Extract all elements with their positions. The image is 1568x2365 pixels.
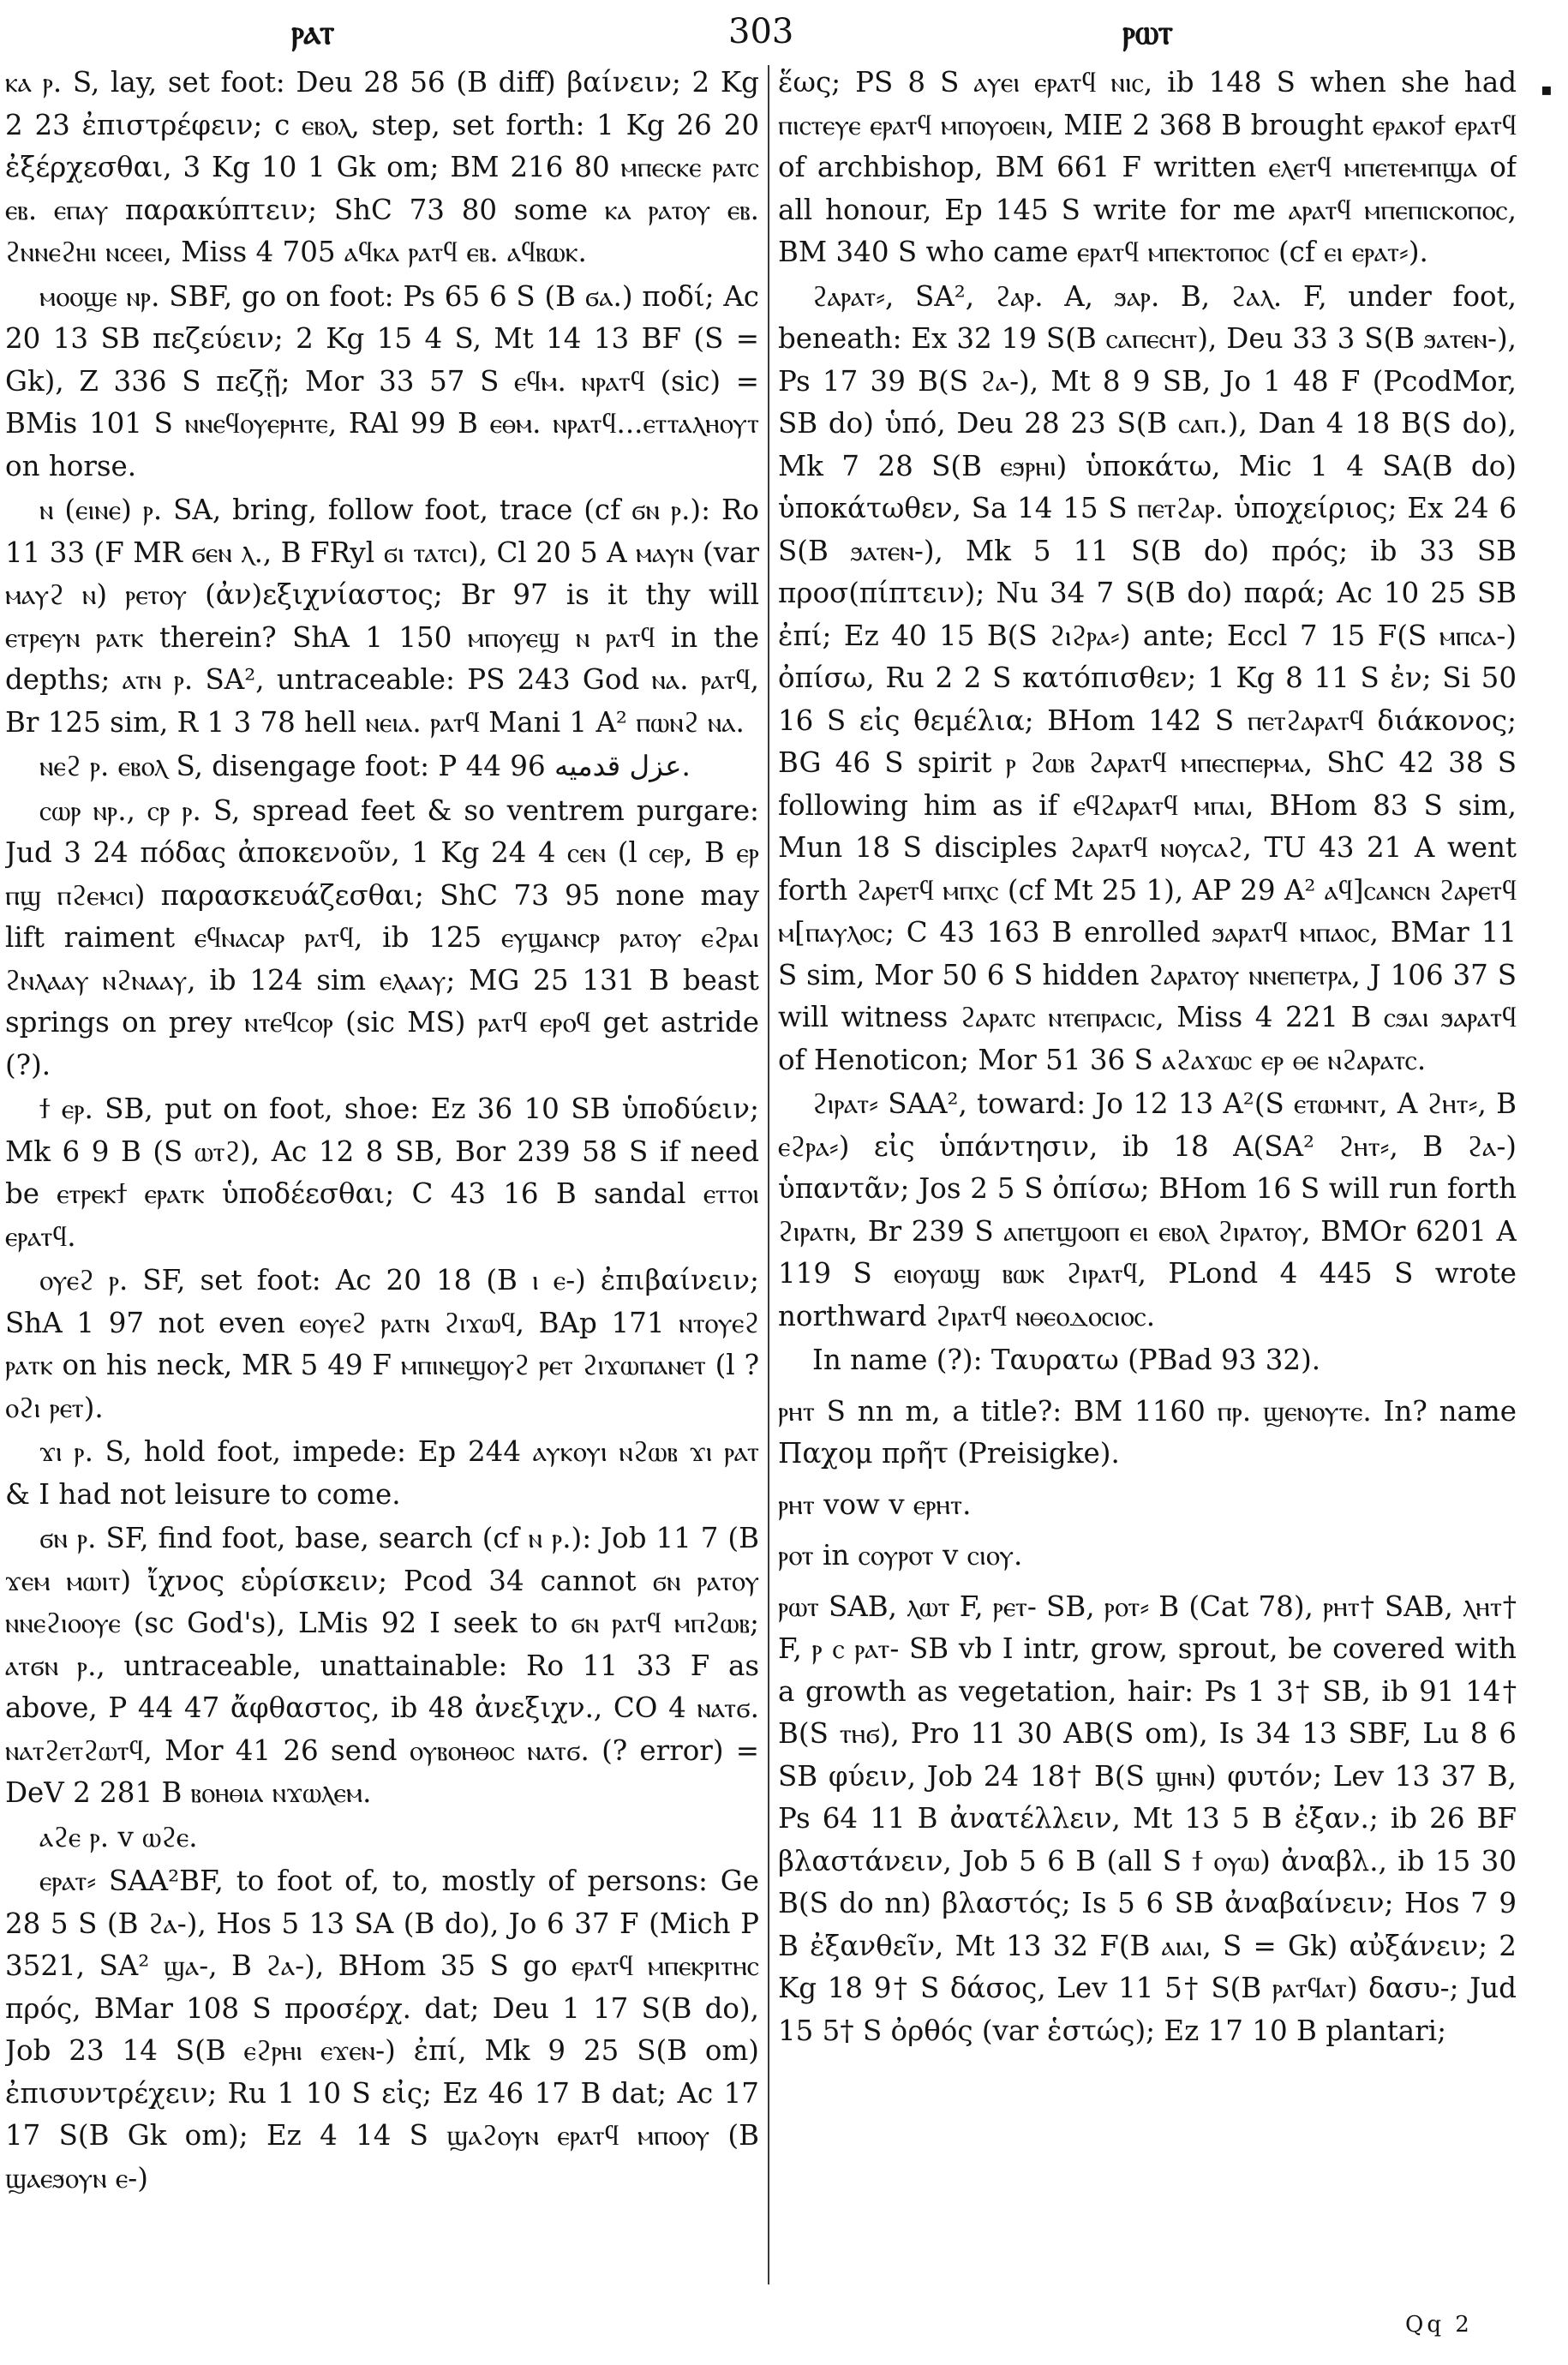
entry-paragraph: ⲛ (ⲉⲓⲛⲉ) ⲣ. SA, bring, follow foot, trace (cf ϭⲛ ⲣ.): Ro 11 33 (F MR ϭⲉⲛ ⲗ., B FRyl ϭⲓ ⲧⲁⲧⲥⲓ), Cl 20 5 A ⲙⲁⲩⲛ (var ⲙⲁⲩϩ ⲛ) ⲣⲉⲧⲟⲩ (ἀν)εξιχνίαστος; Br 97 is it thy will ⲉⲧⲣⲉⲩⲛ ⲣⲁⲧⲕ therein? ShA 1 150 ⲙⲡⲟⲩⲉϣ ⲛ ⲣⲁⲧϥ in the depths; ⲁⲧⲛ ⲣ. SA², untraceable: PS 243 God ⲛⲁ. ⲣⲁⲧϥ, Br 125 sim, R 1 3 78 hell ⲛⲉⲓⲁ. ⲣⲁⲧϥ Mani 1 A² ⲡⲱⲛϩ ⲛⲁ. <box>5 494 759 739</box>
headword-entry: ⲣⲏⲧ vow v ⲉⲣⲏⲧ. <box>778 1488 972 1521</box>
entry-paragraph: ἕως; PS 8 S ⲁⲩⲉⲓ ⲉⲣⲁⲧϥ ⲛⲓⲥ, ib 148 S when she had ⲡⲓⲥⲧⲉⲩⲉ ⲉⲣⲁⲧϥ ⲙⲡⲟⲩⲟⲉⲓⲛ, MIE 2 368 B brought ⲉⲣⲁⲕⲟϯ ⲉⲣⲁⲧϥ of archbishop, BM 661 F written ⲉⲗⲉⲧϥ ⲙⲡⲉⲧⲉⲙⲡϣⲁ of all honour, Ep 145 S write for me ⲁⲣⲁⲧϥ ⲙⲡⲉⲡⲓⲥⲕⲟⲡⲟⲥ, BM 340 S who came ⲉⲣⲁⲧϥ ⲙⲡⲉⲕⲧⲟⲡⲟⲥ (cf ⲉⲓ ⲉⲣⲁⲧ⸗). <box>778 66 1517 268</box>
headword-entry: ⲣⲱⲧ SAB, ⲗⲱⲧ F, ⲣⲉⲧ- SB, ⲣⲟⲧ⸗ B (Cat 78), ⲣⲏⲧ† SAB, ⲗⲏⲧ† F, ⲣ ⲥ ⲣⲁⲧ- SB vb I intr, grow, sprout, be covered with a growth as vegetation, hair: Ps 1 3† SB, ib 91 14† B(S ⲧⲏϭ), Pro 11 30 AB(S om), Is 34 13 SBF, Lu 8 6 SB φύειν, Job 24 18† B(S ϣⲏⲛ) φυτόν; Lev 13 37 B, Ps 64 11 B ἀνατέλλειν, Mt 13 5 B ἐξαν.; ib 26 BF βλαστάνειν, Job 5 6 B (all S ϯ ⲟⲩⲱ) ἀναβλ., ib 15 30 B(S do nn) βλαστός; Is 5 6 SB ἀναβαίνειν; Hos 7 9 B ἐξανθεῖν, Mt 13 32 F(B ⲁⲓⲁⲓ, S = Gk) αὐξάνειν; 2 Kg 18 9† S δάσος, Lev 11 5† S(B ⲣⲁⲧϥⲁⲧ) δασυ-; Jud 15 5† S ὀρθός (var ἑστώς); Ez 17 10 B plantari; <box>778 1590 1517 2047</box>
entry-paragraph: ⲙⲟⲟϣⲉ ⲛⲣ. SBF, go on foot: Ps 65 6 S (B ϭⲁ.) ποδί; Ac 20 13 SB πεζεύειν; 2 Kg 15 4 S, Mt 14 13 BF (S = Gk), Z 336 S πεζῇ; Mor 33 57 S ⲉϥⲙ. ⲛⲣⲁⲧϥ (sic) = BMis 101 S ⲛⲛⲉϥⲟⲩⲉⲣⲏⲧⲉ, RAl 99 B ⲉⲑⲙ. ⲛⲣⲁⲧϥ...ⲉⲧⲧⲁⲗⲏⲟⲩⲧ on horse. <box>5 279 759 482</box>
entry-paragraph: ϯ ⲉⲣ. SB, put on foot, shoe: Ez 36 10 SB ὑποδύειν; Mk 6 9 B (S ⲱⲧϩ), Ac 12 8 SB, Bor 239 58 S if need be ⲉⲧⲣⲉⲕϯ ⲉⲣⲁⲧⲕ ὑποδέεσθαι; C 43 16 B sandal ⲉⲧⲧⲟⲓ ⲉⲣⲁⲧϥ. <box>5 1093 759 1253</box>
column-divider <box>768 65 769 2284</box>
headword-entry: ⲣⲏⲧ S nn m, a title?: BM 1160 ⲡⲣ. ϣⲉⲛⲟⲩⲧⲉ. In? name Παχομ πρῆτ (Preisigke). <box>778 1394 1517 1470</box>
entry-paragraph: ϫⲓ ⲣ. S, hold foot, impede: Ep 244 ⲁⲩⲕⲟⲩⲓ ⲛϩⲱⲃ ϫⲓ ⲣⲁⲧ & I had not leisure to come. <box>5 1435 759 1511</box>
entry-paragraph: ϩⲓⲣⲁⲧ⸗ SAA², toward: Jo 12 13 A²(S ⲉⲧⲱⲙⲛⲧ, A ϩⲏⲧ⸗, B ⲉϩⲣⲁ⸗) εἰς ὑπάντησιν, ib 18 A(SA² ϩⲏⲧ⸗, B ϩⲁ-) ὑπαντᾶν; Jos 2 5 S ὀπίσω; BHom 16 S will run forth ϩⲓⲣⲁⲧⲛ, Br 239 S ⲁⲡⲉⲧϣⲟⲟⲡ ⲉⲓ ⲉⲃⲟⲗ ϩⲓⲣⲁⲧⲟⲩ, BMOr 6201 A 119 S ⲉⲓⲟⲩⲱϣ ⲃⲱⲕ ϩⲓⲣⲁⲧϥ, PLond 4 445 S wrote northward ϩⲓⲣⲁⲧϥ ⲛⲑⲉⲟⲇⲟⲥⲓⲟⲥ. <box>778 1087 1517 1332</box>
entry-paragraph: ⲛⲉϩ ⲣ. ⲉⲃⲟⲗ S, disengage foot: P 44 96 عزل قدميه. <box>39 750 691 782</box>
headword-entry: ⲣⲟⲧ in ⲥⲟⲩⲣⲟⲧ v ⲥⲓⲟⲩ. <box>778 1539 1023 1572</box>
entry-paragraph: In name (?): Ταυρατω (PBad 93 32). <box>812 1344 1321 1376</box>
entry-paragraph: ⲥⲱⲣ ⲛⲣ., ⲥⲣ ⲣ. S, spread feet & so ventrem purgare: Jud 3 24 πόδας ἀποκενοῦν, 1 Kg 24 4 ⲥⲉⲛ (l ⲥⲉⲣ, B ⲉⲣ ⲡϣ ⲡϩⲉⲙⲥⲓ) παρασκευάζεσθαι; ShC 73 95 none may lift raiment ⲉϥⲛⲁⲥⲁⲣ ⲣⲁⲧϥ, ib 125 ⲉⲩϣⲁⲛⲥⲣ ⲣⲁⲧⲟⲩ ⲉϩⲣⲁⲓ ϩⲛⲗⲁⲁⲩ ⲛϩⲛⲁⲁⲩ, ib 124 sim ⲉⲗⲁⲁⲩ; MG 25 131 B beast springs on prey ⲛⲧⲉϥⲥⲟⲣ (sic MS) ⲣⲁⲧϥ ⲉⲣⲟϥ get astride (?). <box>5 793 759 1081</box>
page-header <box>26 12 1542 55</box>
left-column <box>5 62 759 2290</box>
right-column <box>778 62 1517 2290</box>
entry-paragraph: ⲕⲁ ⲣ. S, lay, set foot: Deu 28 56 (B diff) βαίνειν; 2 Kg 2 23 ἐπιστρέφειν; c ⲉⲃⲟⲗ, step, set forth: 1 Kg 26 20 ἐξέρχεσθαι, 3 Kg 10 1 Gk om; BM 216 80 ⲙⲡⲉⲥⲕⲉ ⲣⲁⲧⲥ ⲉⲃ. ⲉⲡⲁⲩ παρακύπτειν; ShC 73 80 some ⲕⲁ ⲣⲁⲧⲟⲩ ⲉⲃ. ϩⲛⲛⲉϩⲏⲓ ⲛⲥⲉⲉⲓ, Miss 4 705 ⲁϥⲕⲁ ⲣⲁⲧϥ ⲉⲃ. ⲁϥⲃⲱⲕ. <box>5 66 759 268</box>
entry-paragraph: ϭⲛ ⲣ. SF, find foot, base, search (cf ⲛ ⲣ.): Job 11 7 (B ϫⲉⲙ ⲙⲱⲓⲧ) ἴχνος εὑρίσκειν; Pcod 34 cannot ϭⲛ ⲣⲁⲧⲟⲩ ⲛⲛⲉϩⲓⲟⲟⲩⲉ (sc God's), LMis 92 I seek to ϭⲛ ⲣⲁⲧϥ ⲙⲡϩⲱⲃ; ⲁⲧϭⲛ ⲣ., untraceable, unattainable: Ro 11 33 F as above, P 44 47 ἄφθαστος, ib 48 ἀνεξιχν., CO 4 ⲛⲁⲧϭ. ⲛⲁⲧϩⲉⲧϩⲱⲧϥ, Mor 41 26 send ⲟⲩⲃⲟⲏⲑⲟⲥ ⲛⲁⲧϭ. (? error) = DeV 2 281 B ⲃⲟⲏⲑⲓⲁ ⲛϫⲱⲗⲉⲙ. <box>5 1522 759 1809</box>
page-number: 303 <box>728 12 794 51</box>
entry-paragraph: ⲁϩⲉ ⲣ. v ⲱϩⲉ. <box>39 1820 198 1853</box>
signature-mark: Qq 2 <box>1405 2312 1473 2338</box>
entry-paragraph: ⲉⲣⲁⲧ⸗ SAA²BF, to foot of, to, mostly of persons: Ge 28 5 S (B ϩⲁ-), Hos 5 13 SA (B do), Jo 6 37 F (Mich P 3521, SA² ϣⲁ-, B ϩⲁ-), BHom 35 S go ⲉⲣⲁⲧϥ ⲙⲡⲉⲕⲣⲓⲧⲏⲥ πρός, BMar 108 S προσέρχ. dat; Deu 1 17 S(B do), Job 23 14 S(B ⲉϩⲣⲏⲓ ⲉϫⲉⲛ-) ἐπί, Mk 9 25 S(B om) ἐπισυντρέχειν; Ru 1 10 S εἰς; Ez 46 17 B dat; Ac 17 17 S(B Gk om); Ez 4 14 S ϣⲁϩⲟⲩⲛ ⲉⲣⲁⲧϥ ⲙⲡⲟⲟⲩ (B ϣⲁⲉϧⲟⲩⲛ ⲉ-) <box>5 1865 759 2194</box>
header-right-headword: ⲣⲱⲧ <box>1122 12 1173 52</box>
header-left-headword: ⲣⲁⲧ <box>291 12 335 52</box>
entry-paragraph: ⲟⲩⲉϩ ⲣ. SF, set foot: Ac 20 18 (B ⲓ ⲉ-) ἐπιβαίνειν; ShA 1 97 not even ⲉⲟⲩⲉϩ ⲣⲁⲧⲛ ϩⲓϫⲱϥ, BAp 171 ⲛⲧⲟⲩⲉϩ ⲣⲁⲧⲕ on his neck, MR 5 49 F ⲙⲡⲓⲛⲉϣⲟⲩϩ ⲣⲉⲧ ϩⲓϫⲱⲡⲁⲛⲉⲧ (l ? ⲟϩⲓ ⲣⲉⲧ). <box>5 1264 759 1424</box>
edge-mark: ▪ <box>1541 79 1553 99</box>
entry-paragraph: ϩⲁⲣⲁⲧ⸗, SA², ϩⲁⲣ. A, ϧⲁⲣ. B, ϩⲁⲗ. F, under foot, beneath: Ex 32 19 S(B ⲥⲁⲡⲉⲥⲏⲧ), Deu 33 3 S(B ϧⲁⲧⲉⲛ-), Ps 17 39 B(S ϩⲁ-), Mt 8 9 SB, Jo 1 48 F (PcodMor, SB do) ὑπό, Deu 28 23 S(B ⲥⲁⲡ.), Dan 4 18 B(S do), Mk 7 28 S(B ⲉϧⲣⲏⲓ) ὑποκάτω, Mic 1 4 SA(B do) ὑποκάτωθεν, Sa 14 15 S ⲡⲉⲧϩⲁⲣ. ὑποχείριος; Ex 24 6 S(B ϧⲁⲧⲉⲛ-), Mk 5 11 S(B do) πρός; ib 33 SB προσ(πίπτειν); Nu 34 7 S(B do) παρά; Ac 10 25 SB ἐπί; Ez 40 15 B(S ϩⲓϩⲣⲁ⸗) ante; Eccl 7 15 F(S ⲙⲡⲥⲁ-) ὀπίσω, Ru 2 2 S κατόπισθεν; 1 Kg 8 11 S ἐν; Si 50 16 S εἰς θεμέλια; BHom 142 S ⲡⲉⲧϩⲁⲣⲁⲧϥ διάκονος; BG 46 S spirit ⲣ ϩⲱⲃ ϩⲁⲣⲁⲧϥ ⲙⲡⲉⲥⲡⲉⲣⲙⲁ, ShC 42 38 S following him as if ⲉϥϩⲁⲣⲁⲧϥ ⲙⲡⲁⲓ, BHom 83 S sim, Mun 18 S disciples ϩⲁⲣⲁⲧϥ ⲛⲟⲩⲥⲁϩ, TU 43 21 A went forth ϩⲁⲣⲉⲧϥ ⲙⲡⲭⲥ (cf Mt 25 1), AP 29 A² ⲁϥ]ⲥⲁⲛⲥⲛ ϩⲁⲣⲉⲧϥ ⲙ[ⲡⲁⲩⲗⲟⲥ; C 43 163 B enrolled ϧⲁⲣⲁⲧϥ ⲙⲡⲁⲟⲥ, BMar 11 S sim, Mor 50 6 S hidden ϩⲁⲣⲁⲧⲟⲩ ⲛⲛⲉⲡⲉⲧⲣⲁ, J 106 37 S will witness ϩⲁⲣⲁⲧⲥ ⲛⲧⲉⲡⲣⲁⲥⲓⲥ, Miss 4 221 B ⲥϧⲁⲓ ϧⲁⲣⲁⲧϥ of Henoticon; Mor 51 36 S ⲁϩⲁϫⲱⲥ ⲉⲣ ⲑⲉ ⲛϩⲁⲣⲁⲧⲥ. <box>778 279 1517 1076</box>
